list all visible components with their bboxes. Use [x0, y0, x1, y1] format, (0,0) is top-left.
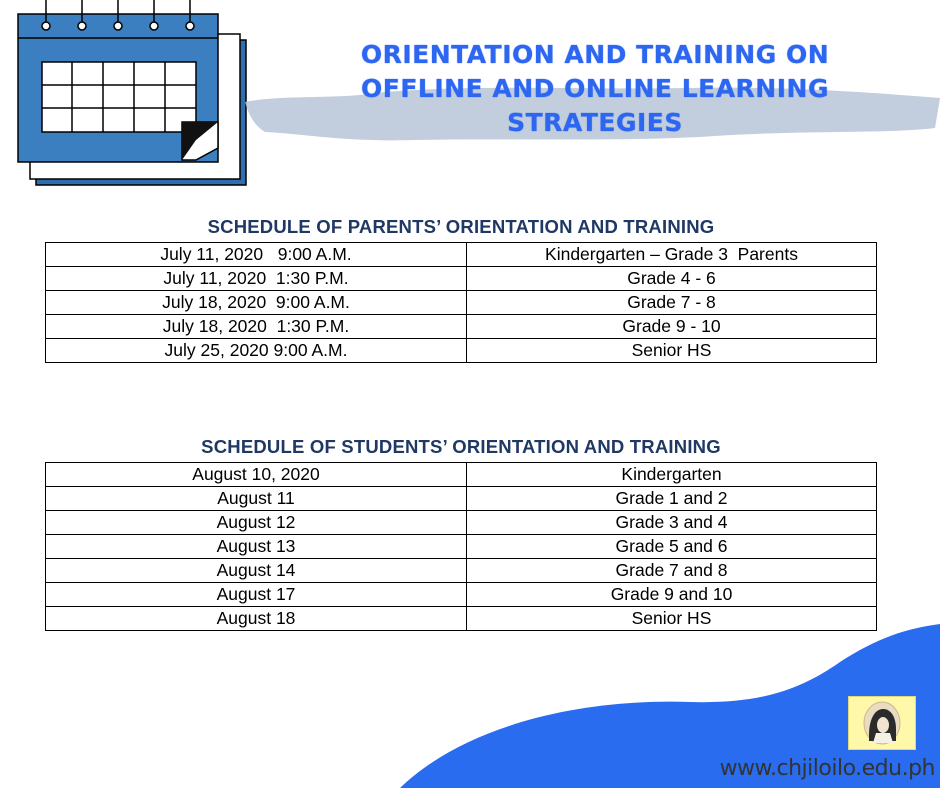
table-row: [46, 463, 877, 487]
schedule-group: Grade 4 - 6: [467, 267, 877, 291]
parents-schedule-heading: SCHEDULE OF PARENTS’ ORIENTATION AND TRAINING: [207, 216, 715, 237]
schedule-date: August 10, 2020: [46, 463, 467, 487]
schedule-group: Grade 9 and 10: [467, 583, 877, 607]
schedule-date: July 11, 2020 9:00 A.M.: [46, 243, 467, 267]
page-title: [300, 38, 890, 140]
students-schedule-heading: SCHEDULE OF STUDENTS’ ORIENTATION AND TRAINING: [201, 436, 721, 457]
nun-portrait-icon: [849, 697, 915, 749]
table-row: [46, 243, 877, 267]
schedule-group: Senior HS: [467, 339, 877, 363]
schedule-date: August 13: [46, 535, 467, 559]
schedule-group: Grade 3 and 4: [467, 511, 877, 535]
website-url[interactable]: www.chjiloilo.edu.ph: [719, 756, 935, 781]
table-row: [46, 315, 877, 339]
parents-schedule-table: [45, 242, 877, 363]
title-line-3: STRATEGIES: [507, 108, 683, 137]
table-row: [46, 291, 877, 315]
table-row: [46, 559, 877, 583]
schedule-group: Grade 1 and 2: [467, 487, 877, 511]
schedule-group: Grade 7 - 8: [467, 291, 877, 315]
title-line-2: OFFLINE AND ONLINE LEARNING: [361, 74, 829, 103]
schedule-group: Kindergarten – Grade 3 Parents: [467, 243, 877, 267]
schedule-group: Senior HS: [467, 607, 877, 631]
table-row: [46, 511, 877, 535]
school-logo: [848, 696, 916, 750]
table-row: [46, 487, 877, 511]
schedule-date: August 12: [46, 511, 467, 535]
table-row: [46, 583, 877, 607]
students-schedule-table: [45, 462, 877, 631]
schedule-group: Grade 7 and 8: [467, 559, 877, 583]
schedule-group: Grade 9 - 10: [467, 315, 877, 339]
schedule-date: August 17: [46, 583, 467, 607]
table-row: [46, 535, 877, 559]
schedule-date: July 25, 2020 9:00 A.M.: [46, 339, 467, 363]
schedule-date: July 18, 2020 9:00 A.M.: [46, 291, 467, 315]
calendar-icon: [0, 0, 260, 190]
schedule-date: August 14: [46, 559, 467, 583]
title-line-1: ORIENTATION AND TRAINING ON: [360, 40, 830, 69]
schedule-group: Kindergarten: [467, 463, 877, 487]
schedule-group: Grade 5 and 6: [467, 535, 877, 559]
table-row: [46, 267, 877, 291]
table-row: [46, 339, 877, 363]
schedule-date: August 18: [46, 607, 467, 631]
schedule-date: August 11: [46, 487, 467, 511]
schedule-date: July 18, 2020 1:30 P.M.: [46, 315, 467, 339]
schedule-date: July 11, 2020 1:30 P.M.: [46, 267, 467, 291]
